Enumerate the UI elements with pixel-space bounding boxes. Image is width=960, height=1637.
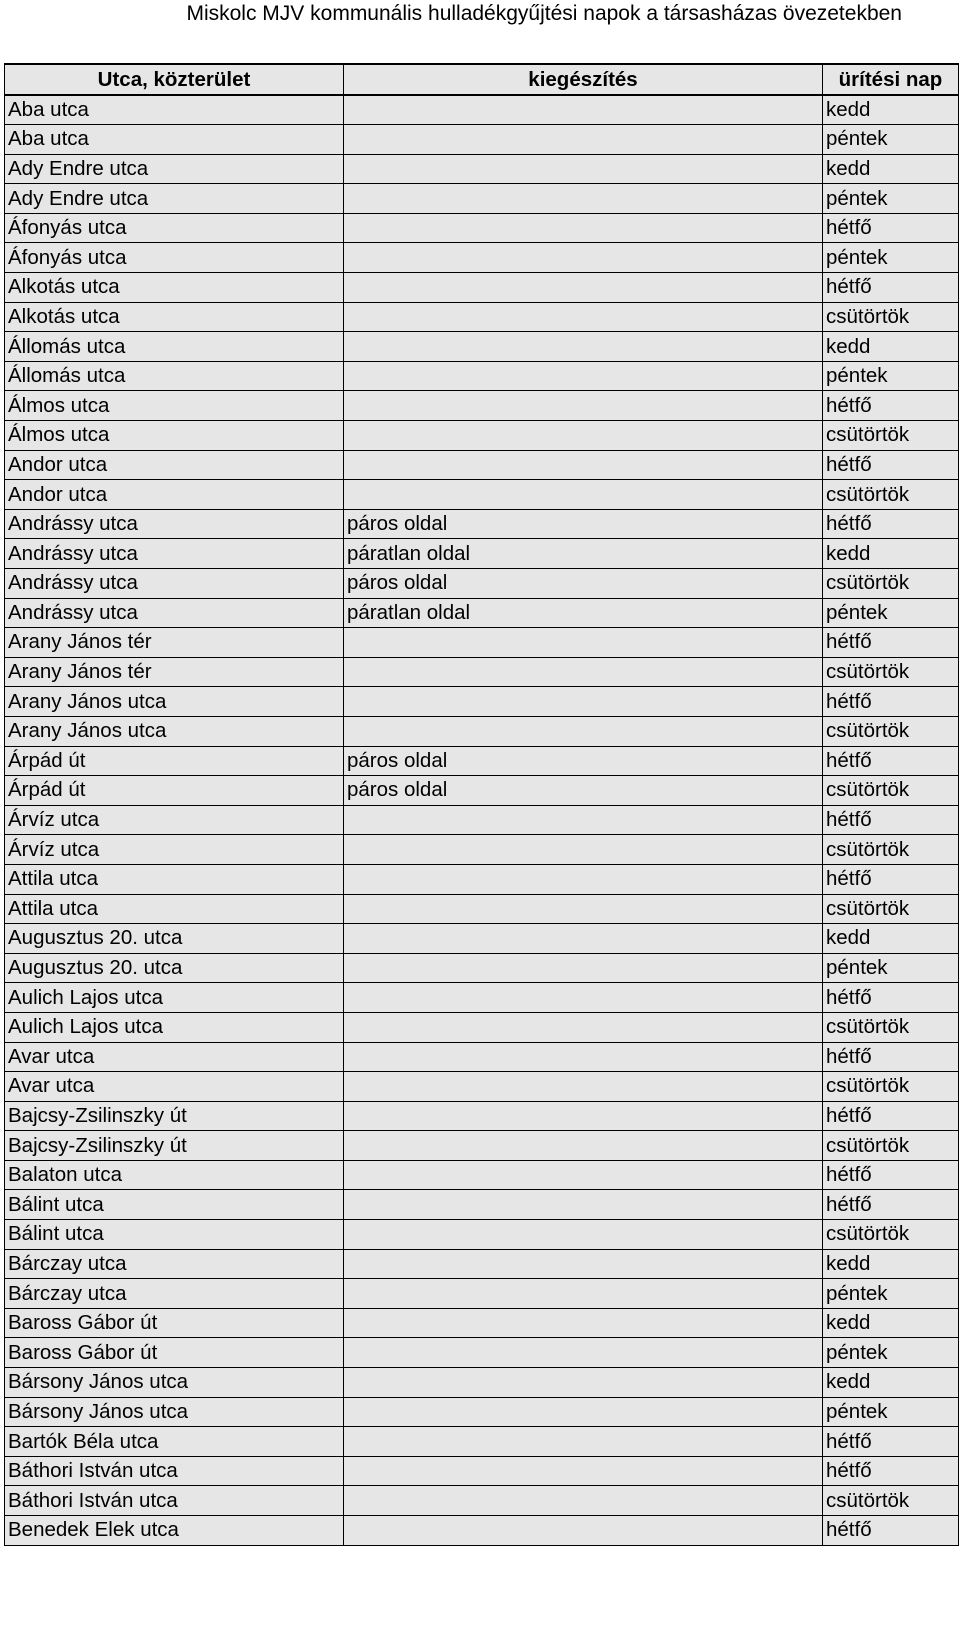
street-cell: Árpád út: [5, 746, 344, 776]
day-cell: kedd: [823, 95, 959, 125]
table-row: [5, 657, 959, 687]
day-cell: péntek: [823, 1279, 959, 1309]
note-cell: [344, 1338, 823, 1368]
table-row: [5, 421, 959, 451]
day-cell: hétfő: [823, 273, 959, 303]
day-cell: hétfő: [823, 391, 959, 421]
day-cell: kedd: [823, 1308, 959, 1338]
day-cell: péntek: [823, 125, 959, 155]
table-row: [5, 953, 959, 983]
street-cell: Avar utca: [5, 1072, 344, 1102]
note-cell: [344, 1279, 823, 1309]
note-cell: [344, 1131, 823, 1161]
table-row: [5, 1220, 959, 1250]
note-cell: [344, 361, 823, 391]
street-cell: Áfonyás utca: [5, 243, 344, 273]
note-cell: [344, 835, 823, 865]
note-cell: [344, 1190, 823, 1220]
table-row: [5, 628, 959, 658]
street-cell: Augusztus 20. utca: [5, 924, 344, 954]
note-cell: [344, 273, 823, 303]
day-cell: hétfő: [823, 1160, 959, 1190]
street-cell: Andrássy utca: [5, 569, 344, 599]
table-row: [5, 1131, 959, 1161]
note-cell: páros oldal: [344, 509, 823, 539]
street-cell: Bálint utca: [5, 1220, 344, 1250]
note-cell: páratlan oldal: [344, 539, 823, 569]
table-row: [5, 154, 959, 184]
table-row: [5, 598, 959, 628]
note-cell: [344, 154, 823, 184]
note-cell: [344, 1012, 823, 1042]
day-cell: hétfő: [823, 983, 959, 1013]
note-cell: [344, 924, 823, 954]
day-cell: csütörtök: [823, 835, 959, 865]
note-cell: [344, 628, 823, 658]
street-cell: Bálint utca: [5, 1190, 344, 1220]
note-cell: [344, 391, 823, 421]
table-row: [5, 509, 959, 539]
street-cell: Állomás utca: [5, 361, 344, 391]
page-title: Miskolc MJV kommunális hulladékgyűjtési napok a társasházas övezetekben: [186, 2, 902, 25]
note-cell: [344, 421, 823, 451]
note-cell: [344, 213, 823, 243]
day-cell: csütörtök: [823, 569, 959, 599]
table-row: [5, 1279, 959, 1309]
street-cell: Alkotás utca: [5, 273, 344, 303]
street-cell: Bajcsy-Zsilinszky út: [5, 1101, 344, 1131]
table-row: [5, 302, 959, 332]
day-cell: csütörtök: [823, 1072, 959, 1102]
street-cell: Andor utca: [5, 480, 344, 510]
day-cell: péntek: [823, 243, 959, 273]
street-cell: Áfonyás utca: [5, 213, 344, 243]
table-row: [5, 1427, 959, 1457]
table-row: [5, 273, 959, 303]
note-cell: páratlan oldal: [344, 598, 823, 628]
note-cell: [344, 1486, 823, 1516]
street-cell: Álmos utca: [5, 421, 344, 451]
day-cell: kedd: [823, 1368, 959, 1398]
table-row: [5, 1042, 959, 1072]
day-cell: hétfő: [823, 1042, 959, 1072]
table-row: [5, 1072, 959, 1102]
note-cell: [344, 983, 823, 1013]
table-row: [5, 361, 959, 391]
street-cell: Bársony János utca: [5, 1368, 344, 1398]
day-cell: hétfő: [823, 213, 959, 243]
street-cell: Augusztus 20. utca: [5, 953, 344, 983]
street-cell: Avar utca: [5, 1042, 344, 1072]
table-row: [5, 924, 959, 954]
table-row: [5, 332, 959, 362]
day-cell: csütörtök: [823, 1012, 959, 1042]
street-cell: Andrássy utca: [5, 539, 344, 569]
street-cell: Aba utca: [5, 95, 344, 125]
note-cell: [344, 1308, 823, 1338]
note-cell: [344, 1516, 823, 1546]
table-row: [5, 391, 959, 421]
day-cell: hétfő: [823, 1456, 959, 1486]
day-cell: hétfő: [823, 1516, 959, 1546]
street-cell: Bárczay utca: [5, 1279, 344, 1309]
column-header-street: Utca, közterület: [5, 64, 344, 95]
day-cell: péntek: [823, 598, 959, 628]
street-cell: Balaton utca: [5, 1160, 344, 1190]
day-cell: kedd: [823, 539, 959, 569]
day-cell: hétfő: [823, 805, 959, 835]
day-cell: kedd: [823, 1249, 959, 1279]
street-cell: Árvíz utca: [5, 835, 344, 865]
table-row: [5, 1486, 959, 1516]
note-cell: páros oldal: [344, 569, 823, 599]
note-cell: [344, 864, 823, 894]
day-cell: kedd: [823, 154, 959, 184]
table-row: [5, 864, 959, 894]
note-cell: [344, 1160, 823, 1190]
table-row: [5, 1249, 959, 1279]
day-cell: péntek: [823, 1397, 959, 1427]
day-cell: csütörtök: [823, 1220, 959, 1250]
table-row: [5, 450, 959, 480]
table-header-row: [5, 64, 959, 95]
note-cell: [344, 125, 823, 155]
street-cell: Attila utca: [5, 894, 344, 924]
table-row: [5, 687, 959, 717]
street-cell: Arany János tér: [5, 657, 344, 687]
note-cell: [344, 1397, 823, 1427]
street-cell: Árpád út: [5, 776, 344, 806]
table-row: [5, 894, 959, 924]
street-cell: Ady Endre utca: [5, 154, 344, 184]
table-row: [5, 805, 959, 835]
note-cell: [344, 243, 823, 273]
column-header-note: kiegészítés: [344, 64, 823, 95]
note-cell: [344, 1368, 823, 1398]
note-cell: [344, 687, 823, 717]
day-cell: péntek: [823, 1338, 959, 1368]
day-cell: hétfő: [823, 509, 959, 539]
street-cell: Bársony János utca: [5, 1397, 344, 1427]
street-cell: Baross Gábor út: [5, 1338, 344, 1368]
street-cell: Álmos utca: [5, 391, 344, 421]
table-row: [5, 746, 959, 776]
street-cell: Alkotás utca: [5, 302, 344, 332]
day-cell: hétfő: [823, 1427, 959, 1457]
table-row: [5, 1101, 959, 1131]
street-cell: Bartók Béla utca: [5, 1427, 344, 1457]
street-cell: Aba utca: [5, 125, 344, 155]
note-cell: [344, 1072, 823, 1102]
note-cell: [344, 1220, 823, 1250]
note-cell: [344, 894, 823, 924]
note-cell: páros oldal: [344, 776, 823, 806]
street-cell: Ady Endre utca: [5, 184, 344, 214]
street-cell: Attila utca: [5, 864, 344, 894]
table-row: [5, 1308, 959, 1338]
street-cell: Andor utca: [5, 450, 344, 480]
day-cell: hétfő: [823, 628, 959, 658]
street-cell: Baross Gábor út: [5, 1308, 344, 1338]
note-cell: [344, 1456, 823, 1486]
day-cell: péntek: [823, 184, 959, 214]
note-cell: [344, 1042, 823, 1072]
street-cell: Állomás utca: [5, 332, 344, 362]
note-cell: [344, 657, 823, 687]
street-cell: Aulich Lajos utca: [5, 1012, 344, 1042]
day-cell: csütörtök: [823, 1131, 959, 1161]
collection-schedule-table: [4, 63, 959, 1546]
table-row: [5, 776, 959, 806]
street-cell: Báthori István utca: [5, 1456, 344, 1486]
note-cell: [344, 332, 823, 362]
day-cell: csütörtök: [823, 421, 959, 451]
day-cell: csütörtök: [823, 716, 959, 746]
table-row: [5, 480, 959, 510]
note-cell: [344, 95, 823, 125]
note-cell: páros oldal: [344, 746, 823, 776]
note-cell: [344, 716, 823, 746]
day-cell: csütörtök: [823, 480, 959, 510]
table-row: [5, 835, 959, 865]
day-cell: csütörtök: [823, 776, 959, 806]
note-cell: [344, 1249, 823, 1279]
table-row: [5, 1456, 959, 1486]
street-cell: Andrássy utca: [5, 598, 344, 628]
day-cell: hétfő: [823, 746, 959, 776]
day-cell: csütörtök: [823, 894, 959, 924]
street-cell: Arany János utca: [5, 687, 344, 717]
table-row: [5, 1012, 959, 1042]
street-cell: Báthori István utca: [5, 1486, 344, 1516]
table-row: [5, 1397, 959, 1427]
street-cell: Bajcsy-Zsilinszky út: [5, 1131, 344, 1161]
day-cell: hétfő: [823, 450, 959, 480]
day-cell: csütörtök: [823, 302, 959, 332]
table-row: [5, 1190, 959, 1220]
day-cell: hétfő: [823, 687, 959, 717]
table-row: [5, 1160, 959, 1190]
street-cell: Árvíz utca: [5, 805, 344, 835]
note-cell: [344, 1101, 823, 1131]
table-body: [5, 95, 959, 1545]
day-cell: csütörtök: [823, 657, 959, 687]
table-row: [5, 243, 959, 273]
table-row: [5, 716, 959, 746]
note-cell: [344, 805, 823, 835]
table-row: [5, 539, 959, 569]
note-cell: [344, 184, 823, 214]
table-row: [5, 213, 959, 243]
note-cell: [344, 1427, 823, 1457]
table-row: [5, 1516, 959, 1546]
day-cell: hétfő: [823, 1190, 959, 1220]
street-cell: Arany János tér: [5, 628, 344, 658]
day-cell: hétfő: [823, 1101, 959, 1131]
street-cell: Aulich Lajos utca: [5, 983, 344, 1013]
day-cell: hétfő: [823, 864, 959, 894]
note-cell: [344, 953, 823, 983]
table-row: [5, 95, 959, 125]
table-row: [5, 983, 959, 1013]
column-header-day: ürítési nap: [823, 64, 959, 95]
note-cell: [344, 480, 823, 510]
note-cell: [344, 302, 823, 332]
day-cell: kedd: [823, 332, 959, 362]
street-cell: Bárczay utca: [5, 1249, 344, 1279]
day-cell: péntek: [823, 361, 959, 391]
day-cell: csütörtök: [823, 1486, 959, 1516]
day-cell: kedd: [823, 924, 959, 954]
street-cell: Benedek Elek utca: [5, 1516, 344, 1546]
day-cell: péntek: [823, 953, 959, 983]
note-cell: [344, 450, 823, 480]
table-row: [5, 125, 959, 155]
table-row: [5, 569, 959, 599]
table-row: [5, 1368, 959, 1398]
table-row: [5, 1338, 959, 1368]
street-cell: Andrássy utca: [5, 509, 344, 539]
street-cell: Arany János utca: [5, 716, 344, 746]
table-row: [5, 184, 959, 214]
